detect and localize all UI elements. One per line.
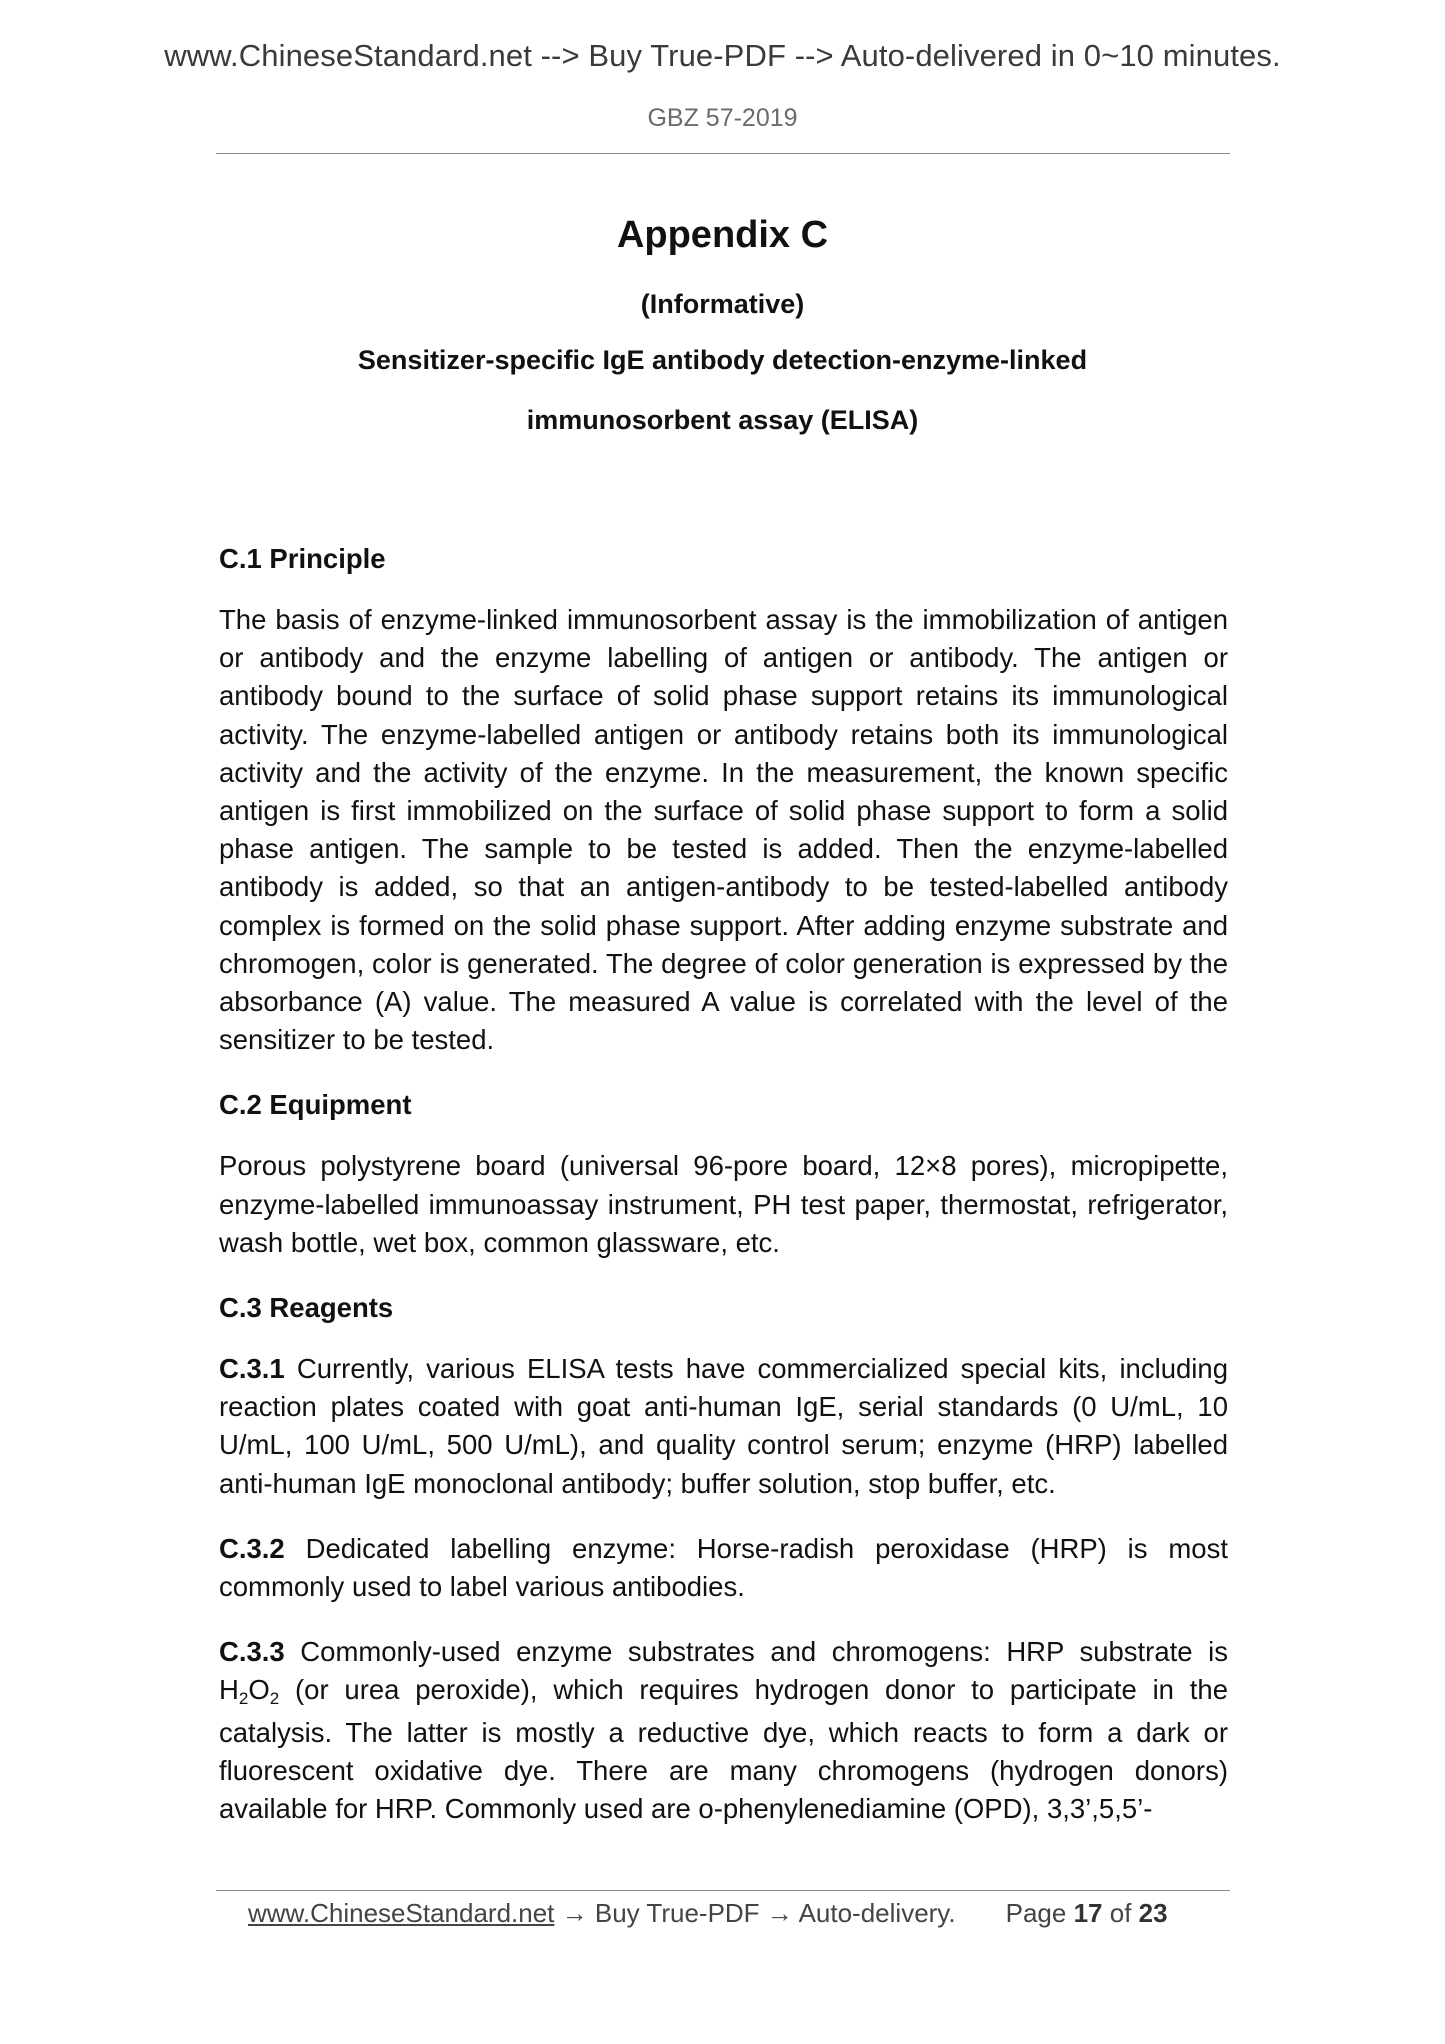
- section-c3-heading: C.3 Reagents: [219, 1292, 394, 1324]
- page-total: 23: [1138, 1898, 1168, 1928]
- page-footer: [248, 1898, 1168, 1929]
- clause-c32: [219, 1530, 1228, 1606]
- section-c1-heading: C.1 Principle: [219, 543, 386, 574]
- appendix-category: (Informative): [640, 289, 805, 319]
- subscript-2: 2: [238, 1689, 249, 1709]
- standard-code: GBZ 57-2019: [647, 104, 798, 132]
- subscript-2: 2: [269, 1689, 280, 1709]
- appendix-subtitle-line2: immunosorbent assay (ELISA): [526, 405, 919, 435]
- of-label: of: [1109, 1898, 1132, 1928]
- appendix-subtitle-line1: Sensitizer-specific IgE antibody detection-enzyme-linked: [357, 345, 1088, 375]
- appendix-title: Appendix C: [616, 214, 829, 256]
- clause-c33-number: C.3.3: [219, 1636, 285, 1668]
- clause-c32-number: C.3.2: [219, 1532, 285, 1564]
- footer-site-link[interactable]: www.ChineseStandard.net: [248, 1898, 555, 1928]
- page-label: Page: [1005, 1898, 1067, 1928]
- header-divider: [216, 153, 1230, 154]
- top-banner: www.ChineseStandard.net --> Buy True-PDF --> Auto-delivered in 0~10 minutes.: [164, 38, 1281, 73]
- section-c1-paragraph: The basis of enzyme-linked immunosorbent assay is the immobilization of antigen or antibody and the enzyme labelling of antigen or antibody. The antigen or antibody bound to the surface of solid phase support retains its immunological activity. The enzyme-labelled antigen or antibody retains both its immunological activity and the activity of the enzyme. In the measurement, the known specific antigen is first immobilized on the surface of solid phase support to form a solid phase antigen. The sample to be tested is added. Then the enzyme-labelled antibody is added, so that an antigen-antibody to be tested-labelled antibody complex is formed on the solid phase support. After adding enzyme substrate and chromogen, color is generated. The degree of color generation is expressed by the absorbance (A) value. The measured A value is correlated with the level of the sensitizer to be tested.: [219, 604, 1228, 1056]
- clause-c33-text-c: (or urea peroxide), which requires hydrogen donor to participate in the catalysis. The latter is mostly a reductive dye, which reacts to form a dark or fluorescent oxidative dye. There are many chromogens (hydrogen donors) available for HRP. Commonly used are o-phenylenediamine (OPD), 3,3’,5,5’-: [219, 1674, 1228, 1825]
- footer-divider: [216, 1890, 1230, 1891]
- section-c2-heading: C.2 Equipment: [219, 1089, 412, 1121]
- clause-c31-number: C.3.1: [219, 1353, 285, 1385]
- clause-c32-text: Dedicated labelling enzyme: Horse-radish peroxidase (HRP) is most commonly used to label various antibodies.: [219, 1532, 1228, 1603]
- clause-c31: [219, 1350, 1228, 1503]
- clause-c33-text-a: Commonly-used enzyme substrates and chromogens: HRP substrate is H: [219, 1636, 1228, 1706]
- footer-text: → Buy True-PDF → Auto-delivery.: [554, 1898, 956, 1928]
- clause-c33-text-b: O: [248, 1674, 270, 1706]
- document-body: [219, 540, 1228, 1855]
- clause-c33: [219, 1633, 1228, 1828]
- clause-c31-text: Currently, various ELISA tests have commercialized special kits, including reaction plates coated with goat anti-human IgE, serial standards (0 U/mL, 10 U/mL, 100 U/mL, 500 U/mL), and quality control serum; enzyme (HRP) labelled anti-human IgE monoclonal antibody; buffer solution, stop buffer, etc.: [219, 1353, 1228, 1499]
- page-current: 17: [1073, 1898, 1103, 1928]
- section-c2-paragraph: Porous polystyrene board (universal 96-pore board, 12×8 pores), micropipette, enzyme-labelled immunoassay instrument, PH test paper, thermostat, refrigerator, wash bottle, wet box, common glassware, etc.: [219, 1150, 1228, 1258]
